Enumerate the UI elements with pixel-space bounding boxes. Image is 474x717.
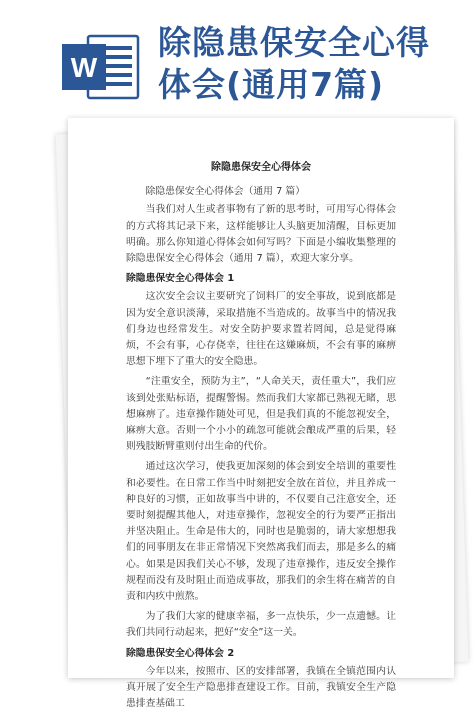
intro-paragraph: 当我们对人生或者事物有了新的思考时，可用写心得体会的方式将其记录下来，这样能够让人头脑更加清醒，目标更加明确。那么你知道心得体会如何写吗？下面是小编收集整理的除隐患保安全心得体会（通用 7 篇），欢迎大家分享。 — [126, 204, 396, 265]
document-content — [126, 160, 396, 717]
document-title: 除隐患保安全心得体会 — [211, 162, 311, 173]
page-title — [158, 22, 458, 106]
section-1-paragraph-3: 通过这次学习，使我更加深刻的体会到安全培训的重要性和必要性。在日常工作当中时刻把安全放在首位，并且养成一种良好的习惯，正如故事当中讲的，不仅要自己注意安全，还要时刻提醒其他人，对违章操作，忽视安全的行为要严正指出并坚决阻止。生命是伟大的，同时也是脆弱的，请大家想想我们的同事朋友在非正常情况下突然离我们而去，那是多么的痛心。如果是因我们关心不够，发现了违章操作，违反安全操作规程而没有及时阻止而造成事故，那我们的余生将在痛苦的自责和内疚中煎熬。 — [126, 461, 396, 603]
section-1-paragraph-4: 为了我们大家的健康幸福，多一点快乐，少一点遗憾。让我们共同行动起来，把好“安全”这一关。 — [126, 611, 396, 639]
header — [0, 0, 474, 120]
title-line-1: 除隐患保安全心得 — [158, 23, 430, 62]
svg-text:W: W — [70, 52, 98, 83]
section-2-heading: 除隐患保安全心得体会 2 — [126, 647, 235, 659]
section-2-paragraph-1: 今年以来，按照市、区的安排部署，我镇在全镇范围内认真开展了安全生产隐患排查建设工作。目前，我镇安全生产隐患排查基础工 — [126, 665, 396, 710]
word-document-icon — [62, 32, 140, 102]
section-1-paragraph-1: 这次安全会议主要研究了饲料厂的安全事故，说到底都是因为安全意识淡薄，采取措施不当造成的。故事当中的情况我们身边也经常发生。对安全防护要求置若罔闻，总是觉得麻烦，不会有事，心存侥幸，往往在这嫌麻烦，不会有事的麻痹思想下埋下了重大的安全隐患。 — [126, 291, 396, 368]
section-1-paragraph-2: “注重安全，预防为主”，“人命关天，责任重大”，我们应该到处张贴标语，提醒警惕。然而我们大家都已熟视无睹，思想麻痹了。违章操作随处可见，但是我们真的不能忽视安全，麻痹大意。否则一个小小的疏忽可能就会酿成严重的后果，轻则残肢断臂重则付出生命的代价。 — [126, 376, 396, 453]
document-subtitle: 除隐患保安全心得体会（通用 7 篇） — [145, 186, 306, 198]
title-line-2: 体会(通用7篇) — [158, 65, 385, 104]
section-1-heading: 除隐患保安全心得体会 1 — [126, 273, 235, 285]
